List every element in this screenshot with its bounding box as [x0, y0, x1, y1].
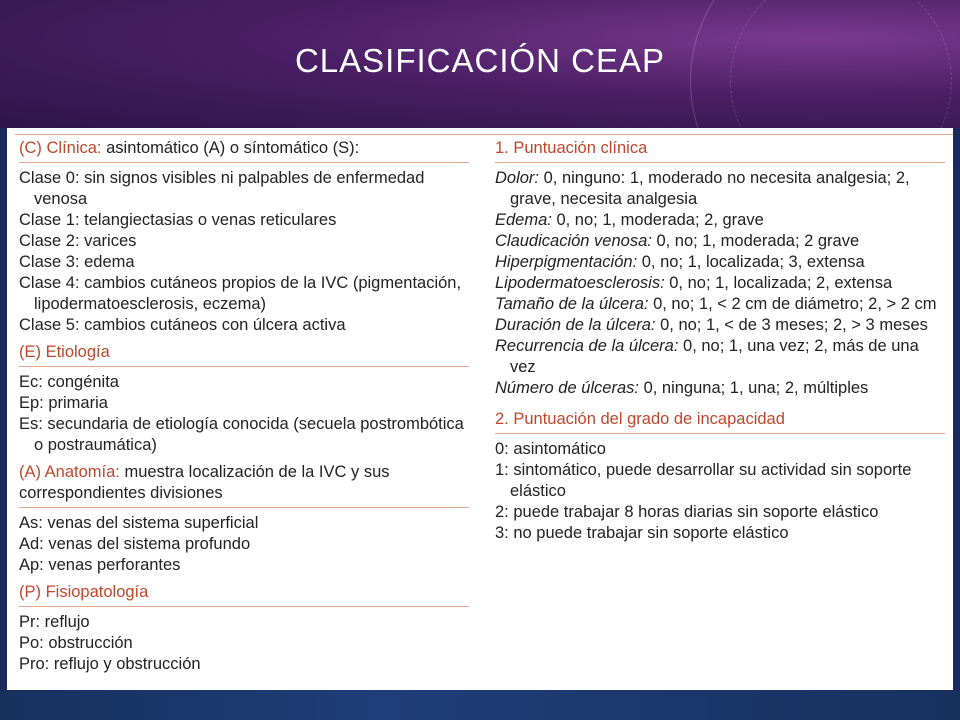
slide-footer: [0, 690, 960, 720]
item-text: 0, no; 1, < 2 cm de diámetro; 2, > 2 cm: [648, 295, 937, 313]
list-item: [495, 252, 945, 273]
list-item: [495, 336, 945, 378]
section-heading: [19, 582, 469, 603]
section-heading: [19, 462, 469, 504]
section-title: 1. Puntuación clínica: [495, 139, 648, 157]
list-item: [495, 439, 945, 460]
left-column: [19, 138, 469, 681]
item-text: 0: asintomático: [495, 440, 606, 458]
section-rule: [495, 433, 945, 434]
section-rule: [495, 162, 945, 163]
section-rule: [19, 507, 469, 508]
ceap-table-image: [7, 128, 953, 690]
list-item: Ad: venas del sistema profundo: [19, 535, 251, 553]
item-term: Lipodermatoesclerosis:: [495, 274, 665, 292]
item-text: 1: sintomático, puede desarrollar su actividad sin soporte elástico: [495, 461, 912, 500]
right-section: [495, 409, 945, 544]
item-term: Dolor:: [495, 169, 540, 187]
item-term: Tamaño de la úlcera:: [495, 295, 649, 313]
section-heading-label: (C) Clínica:: [19, 139, 102, 157]
section-heading: [19, 342, 469, 363]
list-item: [495, 294, 945, 315]
item-text: 0, ninguna; 1, una; 2, múltiples: [638, 379, 869, 397]
list-item: Pr: reflujo: [19, 613, 90, 631]
item-text: 0, no; 1, moderada; 2 grave: [651, 232, 860, 250]
list-item: [495, 523, 945, 544]
item-term: Duración de la úlcera:: [495, 316, 656, 334]
list-item: [495, 210, 945, 231]
list-item: Ap: venas perforantes: [19, 556, 181, 574]
item-term: Edema:: [495, 211, 552, 229]
section-title: 2. Puntuación del grado de incapacidad: [495, 410, 785, 428]
top-rule: [15, 134, 953, 135]
section-rule: [19, 366, 469, 367]
list-item: Clase 0: sin signos visibles ni palpables de enfermedad venosa: [19, 169, 425, 208]
list-item: Clase 1: telangiectasias o venas reticulares: [19, 211, 337, 229]
left-section: [19, 462, 469, 576]
section-heading: [19, 138, 469, 159]
item-text: 3: no puede trabajar sin soporte elástico: [495, 524, 789, 542]
item-text: 0, no; 1, localizada; 3, extensa: [637, 253, 865, 271]
section-rule: [19, 162, 469, 163]
section-gap: [495, 399, 945, 403]
list-item: Clase 5: cambios cutáneos con úlcera activa: [19, 316, 346, 334]
section-heading-label: (P) Fisiopatología: [19, 583, 149, 601]
left-section: [19, 138, 469, 336]
item-text: 0, no; 1, moderada; 2, grave: [551, 211, 764, 229]
section-heading-label: (A) Anatomía:: [19, 463, 120, 481]
section-heading-label: (E) Etiología: [19, 343, 110, 361]
list-item: Clase 4: cambios cutáneos propios de la IVC (pigmentación, lipodermatoesclerosis, eczema): [19, 274, 462, 313]
list-item: Pro: reflujo y obstrucción: [19, 655, 201, 673]
slide-header: [0, 0, 960, 128]
slide-title: CLASIFICACIÓN CEAP: [294, 42, 666, 79]
list-item: Ec: congénita: [19, 373, 119, 391]
item-text: 0, no; 1, localizada; 2, extensa: [664, 274, 893, 292]
list-item: [495, 378, 945, 399]
list-item: Es: secundaria de etiología conocida (secuela postrombótica o postraumática): [19, 415, 464, 454]
item-text: 0, ninguno: 1, moderado no necesita analgesia; 2, grave, necesita analgesia: [510, 169, 910, 208]
list-item: As: venas del sistema superficial: [19, 514, 259, 532]
right-section: [495, 138, 945, 403]
list-item: Ep: primaria: [19, 394, 108, 412]
section-heading-text: muestra localización de la IVC y sus correspondientes divisiones: [19, 463, 390, 502]
list-item: [495, 315, 945, 336]
list-item: Clase 2: varices: [19, 232, 137, 250]
list-item: [495, 273, 945, 294]
item-text: 2: puede trabajar 8 horas diarias sin soporte elástico: [495, 503, 879, 521]
right-column: [495, 138, 945, 550]
section-heading-text: asintomático (A) o síntomático (S):: [101, 139, 360, 157]
item-term: Claudicación venosa:: [495, 232, 652, 250]
item-term: Recurrencia de la úlcera:: [495, 337, 679, 355]
left-section: [19, 342, 469, 456]
list-item: [495, 168, 945, 210]
item-text: 0, no; 1, < de 3 meses; 2, > 3 meses: [655, 316, 928, 334]
list-item: [495, 231, 945, 252]
section-rule: [19, 606, 469, 607]
item-term: Hiperpigmentación:: [495, 253, 638, 271]
item-term: Número de úlceras:: [495, 379, 639, 397]
left-section: [19, 582, 469, 675]
item-text: 0, no; 1, una vez; 2, más de una vez: [510, 337, 919, 376]
list-item: [495, 502, 945, 523]
list-item: Clase 3: edema: [19, 253, 135, 271]
list-item: [495, 460, 945, 502]
list-item: Po: obstrucción: [19, 634, 133, 652]
